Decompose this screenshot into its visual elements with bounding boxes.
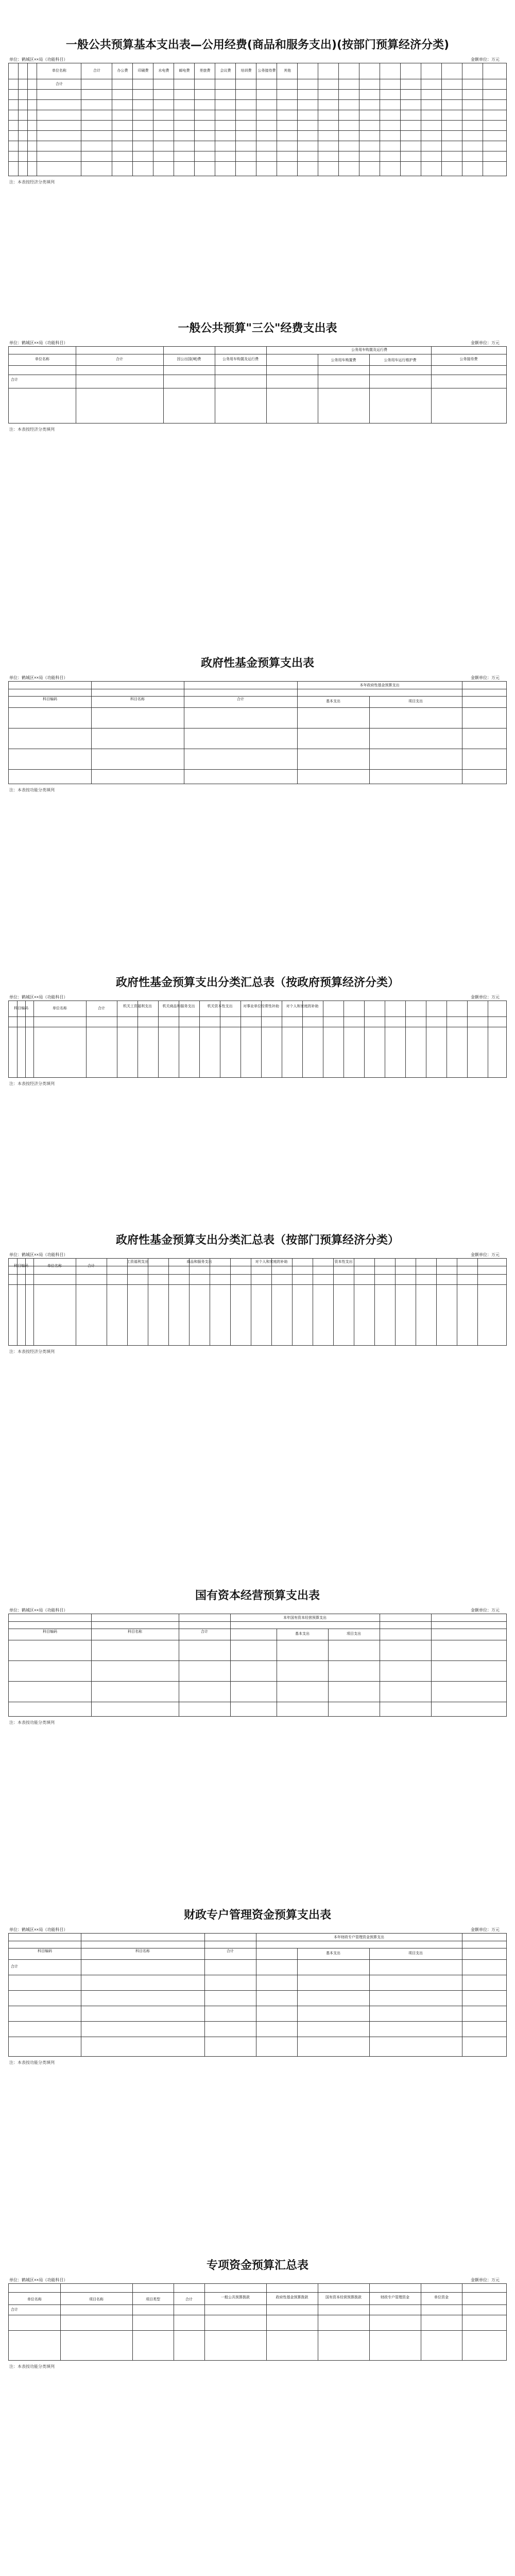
header-cell: 财政专户管理资金 (381, 2296, 409, 2299)
subheader-cell: 项目支出 (408, 1952, 423, 1955)
header-cell: 项目类型 (146, 2298, 160, 2301)
table-cell: 合计 (11, 378, 18, 382)
table-note: 注：本表按功能分类填列 (9, 788, 55, 792)
header-cell: 其他 (284, 69, 291, 73)
header-cell: 合计 (116, 358, 123, 361)
header-cell: 本年政府性基金预算支出 (359, 684, 400, 687)
subheader-cell: 项目支出 (408, 700, 423, 703)
header-cell: 单位名称 (35, 358, 49, 361)
header-cell: 水电费 (158, 69, 169, 73)
header-cell: 合计 (88, 1264, 95, 1268)
header-cell: 合计 (185, 2298, 193, 2301)
header-cell: 项目名称 (89, 2298, 104, 2301)
section-title: 财政专户管理资金预算支出表 (183, 1909, 331, 1922)
section-title: 国有资本经营预算支出表 (195, 1589, 320, 1602)
subheader-cell: 项目支出 (347, 1632, 361, 1636)
section-4 (0, 974, 515, 1128)
section-8 (0, 2257, 515, 2432)
header-cell: 科目名称 (135, 1950, 150, 1953)
header-cell: 政府性基金预算拨款 (276, 2296, 308, 2299)
unit-amount: 金额单位：万元 (471, 1927, 500, 1932)
table-note: 注：本表按功能分类填列 (9, 1720, 55, 1725)
header-cell: 邮电费 (179, 69, 190, 73)
table-note: 注：本表按经济分类填列 (9, 427, 55, 432)
section-1 (0, 36, 515, 206)
unit-label: 单位：鹤城区××局（功能科目） (9, 2278, 68, 2282)
section-title: 一般公共预算基本支出表—公用经费(商品和服务支出)(按部门预算经济分类) (65, 39, 450, 52)
header-cell: 本年财政专户管理资金预算支出 (334, 1936, 384, 1939)
data-table (8, 2283, 507, 2361)
data-table (8, 346, 507, 423)
header-cell: 资本性支出 (334, 1260, 353, 1264)
header-cell: 本年国有资本经营预算支出 (283, 1616, 327, 1620)
header-cell: 机关资本性支出 (207, 1005, 233, 1008)
table-cell: 合计 (56, 82, 63, 86)
header-cell: 公务用车购置及运行费 (222, 358, 259, 361)
header-cell: 公务接待费 (258, 69, 276, 73)
header-cell: 会议费 (220, 69, 231, 73)
unit-amount: 金额单位：万元 (471, 2278, 500, 2282)
subheader-cell: 公务用车运行维护费 (384, 359, 417, 362)
section-title: 政府性基金预算支出分类汇总表（按政府预算经济分类） (115, 976, 399, 989)
header-cell: 对个人和家庭的补助 (255, 1260, 288, 1264)
section-3 (0, 654, 515, 809)
section-6 (0, 1587, 515, 1741)
section-title: 一般公共预算"三公"经费支出表 (178, 322, 337, 335)
header-cell: 一般公共预算拨款 (221, 2296, 250, 2299)
unit-label: 单位：鹤城区××局（功能科目） (9, 995, 68, 999)
header-cell: 商品和服务支出 (186, 1260, 212, 1264)
header-cell: 科目编码 (43, 1630, 57, 1634)
subheader-cell: 基本支出 (326, 1952, 340, 1955)
unit-label: 单位：鹤城区××局（功能科目） (9, 1927, 68, 1932)
unit-label: 单位：鹤城区××局（功能科目） (9, 57, 68, 62)
header-cell: 国有资本经营预算拨款 (325, 2296, 362, 2299)
section-title: 政府性基金预算支出表 (200, 657, 314, 670)
header-cell: 合计 (201, 1630, 208, 1634)
data-table (8, 1001, 507, 1078)
header-cell: 办公费 (117, 69, 128, 73)
header-cell: 科目名称 (128, 1630, 142, 1634)
header-cell: 公务用车购置及运行费 (351, 348, 387, 352)
header-cell: 培训费 (241, 69, 252, 73)
header-cell: 科目编码 (38, 1950, 52, 1953)
header-cell: 机关商品和服务支出 (162, 1005, 195, 1008)
unit-label: 单位：鹤城区××局（功能科目） (9, 341, 68, 345)
unit-amount: 金额单位：万元 (471, 1252, 500, 1257)
header-cell: 差旅费 (199, 69, 211, 73)
header-cell: 合计 (227, 1950, 234, 1953)
section-5 (0, 1231, 515, 1386)
header-cell: 机关工资福利支出 (123, 1005, 152, 1008)
header-cell: 对事业单位经常性补助 (243, 1005, 279, 1008)
header-cell: 印刷费 (138, 69, 149, 73)
unit-label: 单位：鹤城区××局（功能科目） (9, 1608, 68, 1613)
data-table (8, 63, 507, 176)
header-cell: 对个人和家庭的补助 (286, 1005, 319, 1008)
table-note: 注：本表按经济分类填列 (9, 180, 55, 184)
header-cell: 科目编码 (43, 698, 57, 701)
unit-amount: 金额单位：万元 (471, 995, 500, 999)
table-note: 注：本表按功能分类填列 (9, 2364, 55, 2369)
header-cell: 工资福利支出 (127, 1260, 148, 1264)
header-cell: 单位名称 (27, 2298, 42, 2301)
header-cell: 合计 (93, 69, 100, 73)
subheader-cell: 基本支出 (326, 700, 340, 703)
unit-label: 单位：鹤城区××局（功能科目） (9, 1252, 68, 1257)
section-7 (0, 1906, 515, 2081)
header-cell: 单位名称 (52, 69, 66, 73)
data-table (8, 1614, 507, 1717)
unit-amount: 金额单位：万元 (471, 1608, 500, 1613)
header-cell: 单位资金 (434, 2296, 449, 2299)
header-cell: 单位名称 (47, 1264, 62, 1268)
unit-amount: 金额单位：万元 (471, 675, 500, 680)
unit-amount: 金额单位：万元 (471, 341, 500, 345)
section-title: 政府性基金预算支出分类汇总表（按部门预算经济分类） (115, 1234, 399, 1247)
header-cell: 合计 (237, 698, 244, 701)
header-cell: 单位名称 (53, 1007, 67, 1010)
table-cell: 合计 (11, 1965, 18, 1969)
data-table (8, 1933, 507, 2057)
header-cell: 合计 (98, 1007, 105, 1010)
unit-amount: 金额单位：万元 (471, 57, 500, 62)
subheader-cell: 公务用车购置费 (331, 359, 356, 362)
header-cell: 科目名称 (130, 698, 145, 701)
data-table (8, 1258, 507, 1346)
table-note: 注：本表按经济分类填列 (9, 1081, 55, 1086)
header-cell: 因公出国(境)费 (177, 358, 201, 361)
section-title: 专项资金预算汇总表 (206, 2259, 308, 2272)
table-cell: 合计 (11, 2308, 18, 2312)
data-table (8, 681, 507, 784)
subheader-cell: 基本支出 (295, 1632, 310, 1636)
unit-label: 单位：鹤城区××局（功能科目） (9, 675, 68, 680)
table-note: 注：本表按功能分类填列 (9, 2060, 55, 2065)
table-note: 注：本表按经济分类填列 (9, 1349, 55, 1354)
section-2 (0, 319, 515, 474)
header-cell: 科目编码 (14, 1007, 28, 1010)
header-cell: 公务接待费 (459, 358, 478, 361)
header-cell: 科目编码 (14, 1264, 28, 1268)
